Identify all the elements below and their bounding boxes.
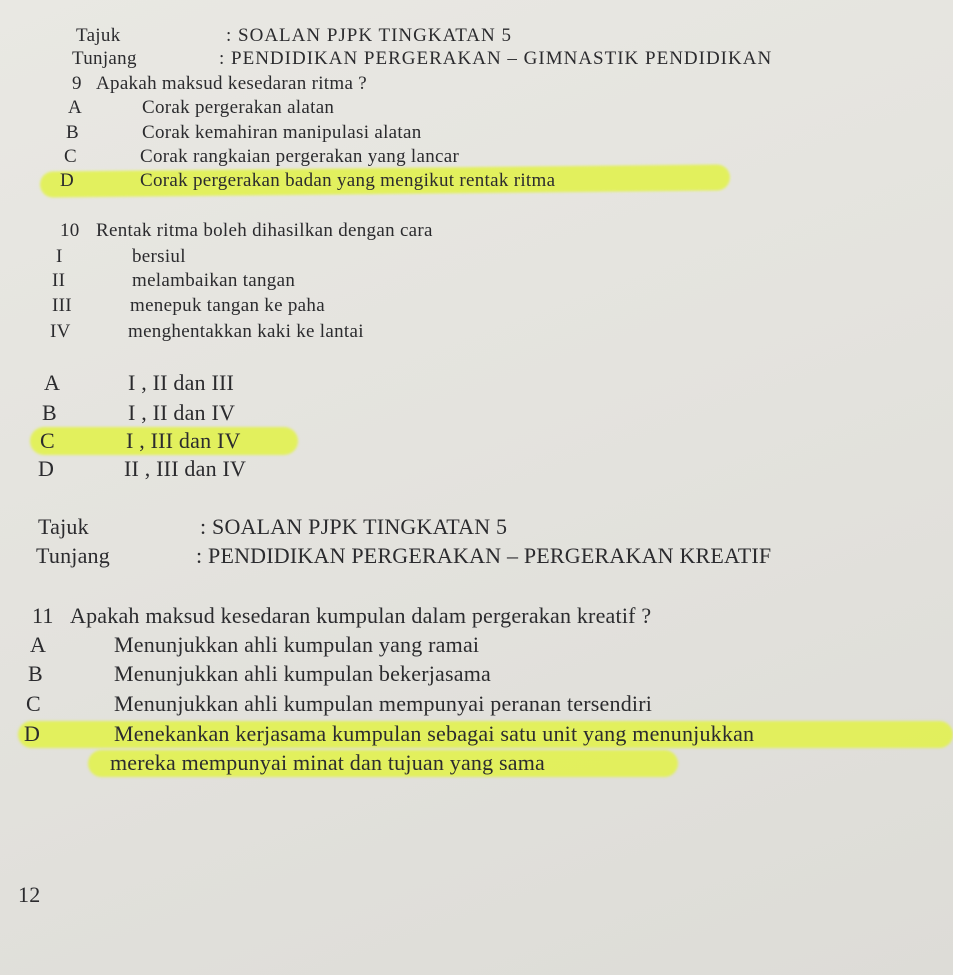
- q9-option-a-letter: A: [68, 97, 83, 118]
- section2-tunjang-value: : PENDIDIKAN PERGERAKAN – PERGERAKAN KREATIF: [196, 543, 772, 568]
- q11-option-b-letter: B: [28, 661, 43, 686]
- q11-option-d-text: Menekankan kerjasama kumpulan sebagai satu unit yang menunjukkan: [114, 721, 755, 746]
- q10-option-a-letter: A: [44, 370, 61, 395]
- q11-option-c-text: Menunjukkan ahli kumpulan mempunyai peranan tersendiri: [114, 691, 653, 716]
- q10-number: 10: [60, 220, 80, 241]
- section1-tajuk-label: Tajuk: [76, 25, 121, 46]
- section2-tunjang-label: Tunjang: [36, 543, 110, 568]
- q9-option-d-letter: D: [60, 170, 75, 191]
- q11-option-d-letter: D: [24, 721, 41, 746]
- section1-tajuk-value: : SOALAN PJPK TINGKATAN 5: [226, 25, 512, 46]
- section2-tajuk-label: Tajuk: [38, 514, 89, 539]
- page-number: 12: [18, 882, 41, 907]
- q10-option-a-text: I , II dan III: [128, 370, 235, 395]
- q9-number: 9: [72, 73, 82, 94]
- q9-option-b-text: Corak kemahiran manipulasi alatan: [142, 122, 422, 143]
- q9-question: Apakah maksud kesedaran ritma ?: [96, 73, 367, 94]
- q9-option-a-text: Corak pergerakan alatan: [142, 97, 335, 118]
- q10-statement-1-text: bersiul: [132, 246, 186, 267]
- q9-option-c-letter: C: [64, 146, 77, 167]
- q11-question: Apakah maksud kesedaran kumpulan dalam pergerakan kreatif ?: [70, 603, 652, 628]
- q10-option-d-letter: D: [38, 456, 55, 481]
- q10-option-b-letter: B: [42, 400, 57, 425]
- q10-option-c-text: I , III dan IV: [126, 428, 241, 453]
- q9-option-c-text: Corak rangkaian pergerakan yang lancar: [140, 146, 460, 167]
- q10-statement-4-text: menghentakkan kaki ke lantai: [128, 321, 364, 342]
- section1-tunjang-value: : PENDIDIKAN PERGERAKAN – GIMNASTIK PENDIDIKAN: [219, 48, 773, 69]
- q11-number: 11: [32, 603, 54, 628]
- q10-statement-1-roman: I: [56, 246, 63, 267]
- section2-tajuk-value: : SOALAN PJPK TINGKATAN 5: [200, 514, 508, 539]
- q9-option-b-letter: B: [66, 122, 79, 143]
- q10-statement-3-roman: III: [52, 295, 72, 316]
- q10-question: Rentak ritma boleh dihasilkan dengan cara: [96, 220, 433, 241]
- q10-option-c-letter: C: [40, 428, 55, 453]
- q11-option-c-letter: C: [26, 691, 41, 716]
- q10-statement-2-roman: II: [52, 270, 66, 291]
- q11-option-d-continuation: mereka mempunyai minat dan tujuan yang sama: [110, 750, 546, 775]
- q10-statement-4-roman: IV: [50, 321, 71, 342]
- q10-option-d-text: II , III dan IV: [124, 456, 247, 481]
- q11-option-a-letter: A: [30, 632, 47, 657]
- q11-option-b-text: Menunjukkan ahli kumpulan bekerjasama: [114, 661, 492, 686]
- q10-statement-3-text: menepuk tangan ke paha: [130, 295, 325, 316]
- q9-option-d-text: Corak pergerakan badan yang mengikut rentak ritma: [140, 170, 556, 191]
- section1-tunjang-label: Tunjang: [72, 48, 137, 69]
- q11-option-a-text: Menunjukkan ahli kumpulan yang ramai: [114, 632, 480, 657]
- q10-statement-2-text: melambaikan tangan: [132, 270, 296, 291]
- q10-option-b-text: I , II dan IV: [128, 400, 236, 425]
